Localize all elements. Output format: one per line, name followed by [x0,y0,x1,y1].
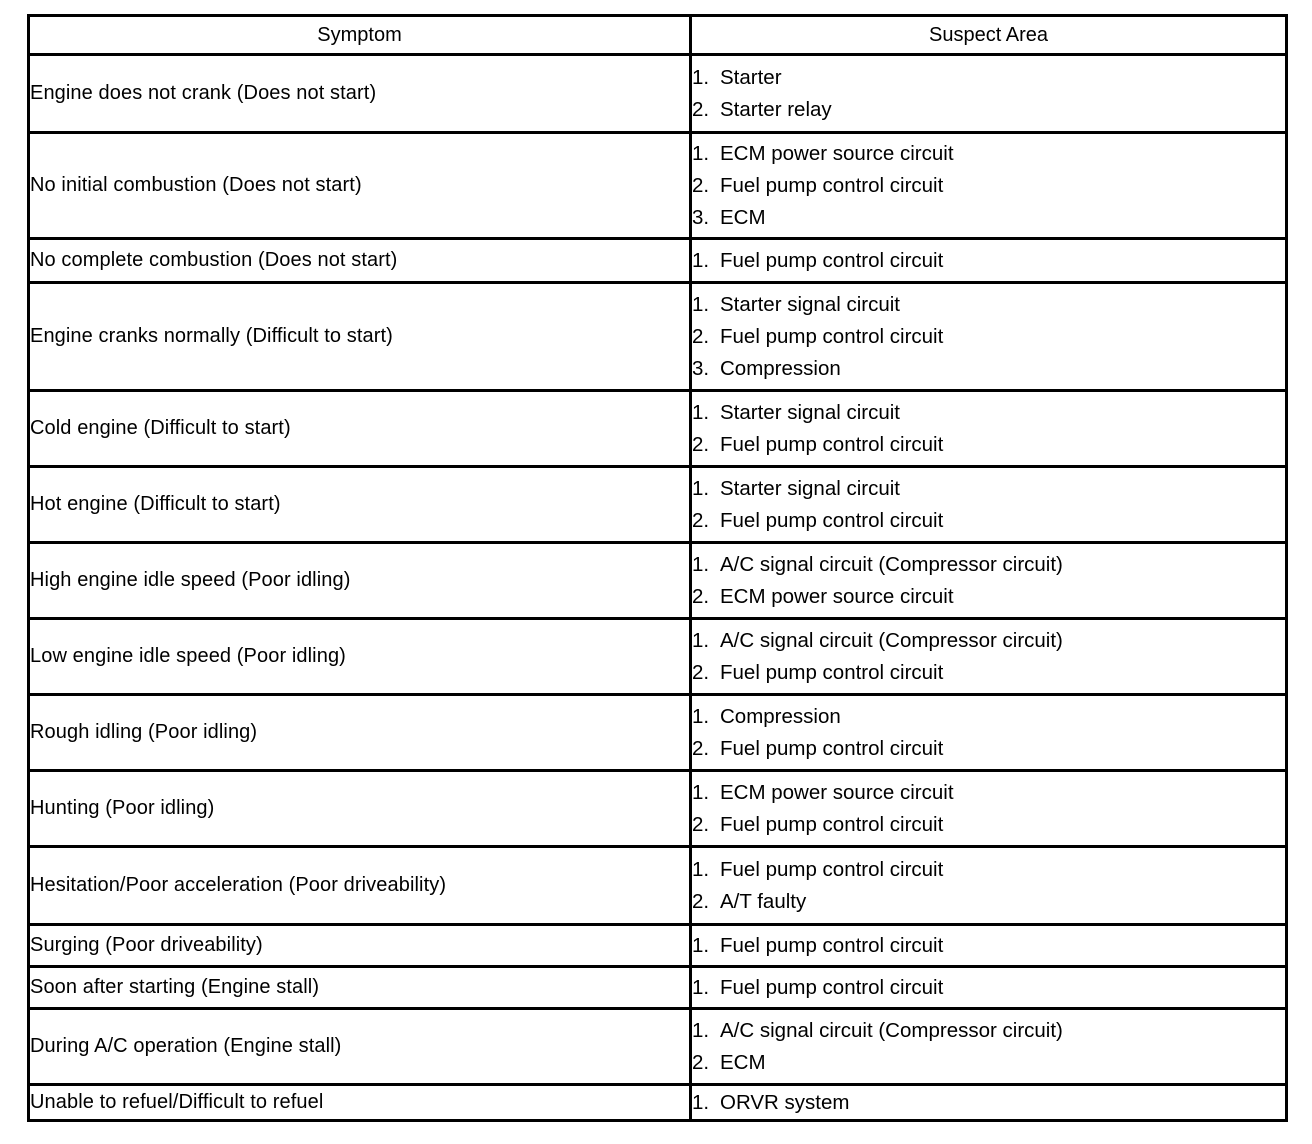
suspect-area-item [692,854,1285,886]
item-text: Fuel pump control circuit [720,933,944,957]
item-text: Fuel pump control circuit [720,975,944,999]
suspect-area-cell [691,283,1287,391]
item-number: 2. [692,660,710,684]
suspect-area-item [692,625,1285,657]
suspect-area-list [692,1087,1285,1119]
item-number: 2. [692,812,710,836]
suspect-area-item [692,353,1285,385]
suspect-area-item [692,972,1285,1004]
table-row [29,55,1287,133]
suspect-area-cell [691,133,1287,239]
item-text: ORVR system [720,1090,850,1114]
suspect-area-item [692,1047,1285,1079]
item-number: 1. [692,628,710,652]
table-body [29,55,1287,1121]
table-row [29,967,1287,1009]
item-text: A/C signal circuit (Compressor circuit) [720,1018,1063,1042]
item-text: Fuel pump control circuit [720,660,944,684]
item-text: Fuel pump control circuit [720,248,944,272]
suspect-area-item [692,930,1285,962]
item-text: ECM power source circuit [720,584,954,608]
symptom-cell: Low engine idle speed (Poor idling) [29,619,691,695]
table-row [29,771,1287,847]
suspect-area-list [692,1015,1285,1079]
header-suspect-area: Suspect Area [691,16,1287,55]
item-number: 1. [692,1090,710,1114]
symptom-cell: Soon after starting (Engine stall) [29,967,691,1009]
suspect-area-item [692,777,1285,809]
symptom-cell: Unable to refuel/Difficult to refuel [29,1085,691,1121]
suspect-area-list [692,245,1285,277]
item-number: 1. [692,476,710,500]
symptom-cell: No initial combustion (Does not start) [29,133,691,239]
table-row [29,467,1287,543]
item-text: Fuel pump control circuit [720,812,944,836]
item-number: 1. [692,857,710,881]
suspect-area-list [692,138,1285,234]
item-text: Starter signal circuit [720,476,901,500]
suspect-area-list [692,473,1285,537]
item-text: ECM power source circuit [720,141,954,165]
table-header [29,16,1287,55]
item-number: 2. [692,173,710,197]
suspect-area-cell [691,467,1287,543]
suspect-area-item [692,245,1285,277]
item-text: Compression [720,356,841,380]
suspect-area-cell [691,1009,1287,1085]
item-number: 2. [692,324,710,348]
table-row [29,133,1287,239]
suspect-area-item [692,549,1285,581]
item-number: 2. [692,97,710,121]
suspect-area-list [692,289,1285,385]
item-text: Fuel pump control circuit [720,736,944,760]
item-number: 1. [692,141,710,165]
item-number: 1. [692,1018,710,1042]
symptom-cell: No complete combustion (Does not start) [29,239,691,283]
suspect-area-item [692,202,1285,234]
item-number: 2. [692,584,710,608]
item-text: Starter signal circuit [720,292,901,316]
symptom-cell: Hot engine (Difficult to start) [29,467,691,543]
suspect-area-item [692,505,1285,537]
symptom-cell: Cold engine (Difficult to start) [29,391,691,467]
item-text: Fuel pump control circuit [720,432,944,456]
symptom-table-container [27,14,1285,1122]
item-number: 2. [692,736,710,760]
suspect-area-list [692,701,1285,765]
table-row [29,925,1287,967]
item-text: A/C signal circuit (Compressor circuit) [720,628,1063,652]
item-text: Starter signal circuit [720,400,901,424]
symptom-cell: Engine does not crank (Does not start) [29,55,691,133]
suspect-area-item [692,62,1285,94]
item-text: Compression [720,704,841,728]
item-number: 1. [692,65,710,89]
suspect-area-cell [691,239,1287,283]
item-number: 2. [692,432,710,456]
suspect-area-list [692,549,1285,613]
suspect-area-item [692,397,1285,429]
suspect-area-cell [691,771,1287,847]
suspect-area-list [692,972,1285,1004]
suspect-area-cell [691,543,1287,619]
table-row [29,1009,1287,1085]
suspect-area-item [692,701,1285,733]
suspect-area-item [692,657,1285,689]
suspect-area-cell [691,847,1287,925]
table-row [29,847,1287,925]
symptom-cell: During A/C operation (Engine stall) [29,1009,691,1085]
item-text: Starter [720,65,782,89]
item-number: 3. [692,356,710,380]
suspect-area-item [692,94,1285,126]
header-symptom: Symptom [29,16,691,55]
suspect-area-cell [691,1085,1287,1121]
item-number: 1. [692,248,710,272]
suspect-area-list [692,625,1285,689]
item-text: ECM [720,1050,766,1074]
suspect-area-item [692,1015,1285,1047]
table-row [29,619,1287,695]
symptom-cell: Surging (Poor driveability) [29,925,691,967]
suspect-area-cell [691,695,1287,771]
symptom-table [27,14,1288,1122]
item-number: 1. [692,552,710,576]
suspect-area-list [692,854,1285,918]
suspect-area-list [692,397,1285,461]
suspect-area-item [692,170,1285,202]
item-number: 1. [692,704,710,728]
item-number: 2. [692,889,710,913]
suspect-area-list [692,777,1285,841]
table-row [29,391,1287,467]
item-number: 1. [692,933,710,957]
suspect-area-cell [691,925,1287,967]
item-text: Fuel pump control circuit [720,857,944,881]
item-number: 1. [692,292,710,316]
suspect-area-item [692,321,1285,353]
symptom-cell: High engine idle speed (Poor idling) [29,543,691,619]
header-row [29,16,1287,55]
item-number: 1. [692,400,710,424]
item-number: 1. [692,975,710,999]
symptom-cell: Hunting (Poor idling) [29,771,691,847]
suspect-area-list [692,62,1285,126]
item-number: 2. [692,508,710,532]
suspect-area-item [692,733,1285,765]
table-row [29,543,1287,619]
suspect-area-cell [691,55,1287,133]
suspect-area-cell [691,619,1287,695]
suspect-area-item [692,473,1285,505]
table-row [29,283,1287,391]
suspect-area-item [692,1087,1285,1119]
suspect-area-item [692,289,1285,321]
symptom-cell: Engine cranks normally (Difficult to start) [29,283,691,391]
suspect-area-list [692,930,1285,962]
item-text: A/T faulty [720,889,807,913]
symptom-cell: Hesitation/Poor acceleration (Poor driveability) [29,847,691,925]
suspect-area-item [692,581,1285,613]
item-number: 2. [692,1050,710,1074]
suspect-area-item [692,138,1285,170]
item-text: Fuel pump control circuit [720,508,944,532]
table-row [29,1085,1287,1121]
suspect-area-item [692,886,1285,918]
item-text: Fuel pump control circuit [720,324,944,348]
table-row [29,695,1287,771]
suspect-area-item [692,429,1285,461]
item-number: 3. [692,205,710,229]
item-text: ECM [720,205,766,229]
item-text: Fuel pump control circuit [720,173,944,197]
item-text: ECM power source circuit [720,780,954,804]
suspect-area-cell [691,967,1287,1009]
suspect-area-item [692,809,1285,841]
suspect-area-cell [691,391,1287,467]
item-text: A/C signal circuit (Compressor circuit) [720,552,1063,576]
symptom-cell: Rough idling (Poor idling) [29,695,691,771]
item-text: Starter relay [720,97,832,121]
table-row [29,239,1287,283]
item-number: 1. [692,780,710,804]
